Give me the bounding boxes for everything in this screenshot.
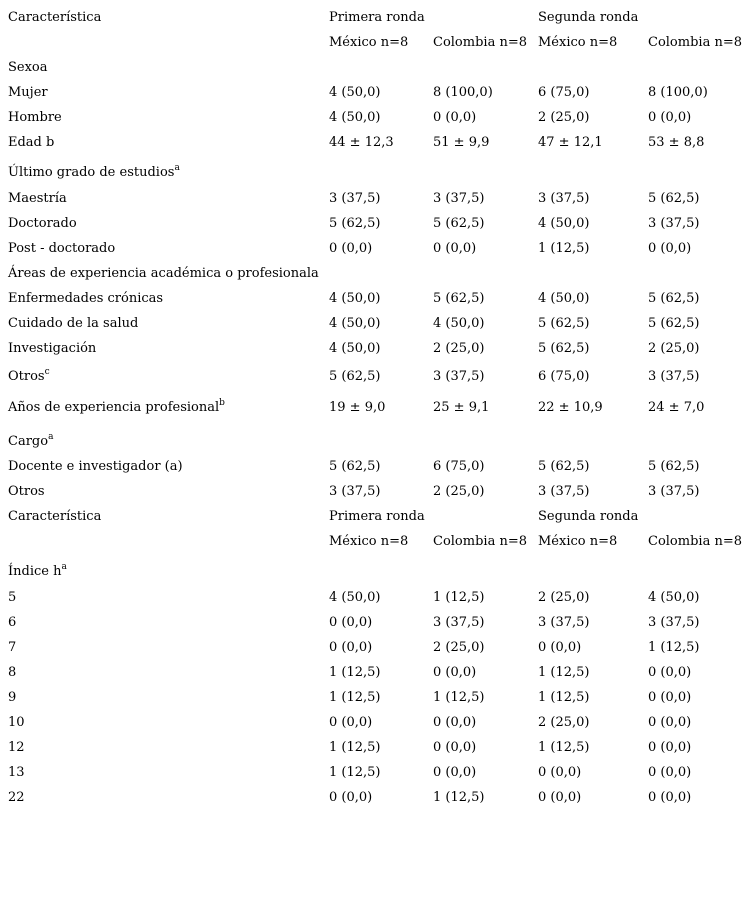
cell-colombia-r2: 0 (0,0) (648, 690, 692, 705)
row-label: 6 (8, 615, 17, 630)
cell-colombia-r2: 3 (37,5) (648, 484, 700, 499)
cell-mexico-r2: 4 (50,0) (538, 216, 590, 231)
table1-header-top (0, 9, 753, 34)
cell-colombia-r2: 0 (0,0) (648, 665, 692, 680)
cell-colombia-r2: 0 (0,0) (648, 790, 692, 805)
table-row-investigacion (0, 340, 753, 365)
table-row (0, 589, 753, 614)
row-label: Doctorado (8, 216, 77, 231)
row-label: Investigación (8, 341, 97, 356)
column-header-mexico-r2: México n=8 (538, 534, 618, 549)
row-label: Hombre (8, 110, 62, 125)
cell-mexico-r2: 4 (50,0) (538, 291, 590, 306)
cell-mexico-r1: 5 (62,5) (329, 459, 381, 474)
cell-colombia-r2: 24 ± 7,0 (648, 400, 705, 415)
cell-mexico-r1: 0 (0,0) (329, 241, 373, 256)
row-label: Maestría (8, 191, 67, 206)
cell-colombia-r2: 1 (12,5) (648, 640, 700, 655)
cell-colombia-r2: 0 (0,0) (648, 740, 692, 755)
cell-colombia-r2: 2 (25,0) (648, 341, 700, 356)
table-row-edad (0, 134, 753, 159)
cell-mexico-r1: 4 (50,0) (329, 291, 381, 306)
row-label: Áreas de experiencia académica o profesionala (8, 266, 319, 281)
table-row (0, 764, 753, 789)
table2-header-top (0, 508, 753, 533)
cell-mexico-r2: 0 (0,0) (538, 765, 582, 780)
section-sexo (0, 59, 753, 84)
row-label (8, 399, 225, 417)
cell-mexico-r1: 1 (12,5) (329, 690, 381, 705)
cell-colombia-r1: 5 (62,5) (433, 216, 485, 231)
cell-colombia-r1: 51 ± 9,9 (433, 135, 490, 150)
row-label: 7 (8, 640, 17, 655)
row-label: 9 (8, 690, 17, 705)
cell-colombia-r1: 0 (0,0) (433, 241, 477, 256)
cell-colombia-r2: 5 (62,5) (648, 459, 700, 474)
row-label-text: Último grado de estudios (8, 165, 175, 180)
table-row-otros-cargo (0, 483, 753, 508)
cell-mexico-r1: 0 (0,0) (329, 790, 373, 805)
column-header-colombia-r1: Colombia n=8 (433, 534, 527, 549)
cell-mexico-r2: 2 (25,0) (538, 110, 590, 125)
cell-mexico-r2: 1 (12,5) (538, 665, 590, 680)
cell-colombia-r2: 5 (62,5) (648, 316, 700, 331)
cell-mexico-r2: 1 (12,5) (538, 740, 590, 755)
section-cargo (0, 433, 753, 458)
cell-colombia-r1: 4 (50,0) (433, 316, 485, 331)
cell-mexico-r1: 5 (62,5) (329, 369, 381, 384)
cell-colombia-r2: 4 (50,0) (648, 590, 700, 605)
row-label-text: Años de experiencia profesional (8, 400, 220, 415)
footnote-marker: a (61, 562, 67, 572)
row-label: 13 (8, 765, 25, 780)
cell-colombia-r2: 0 (0,0) (648, 241, 692, 256)
cell-colombia-r1: 3 (37,5) (433, 615, 485, 630)
cell-mexico-r2: 1 (12,5) (538, 241, 590, 256)
cell-mexico-r2: 5 (62,5) (538, 316, 590, 331)
cell-mexico-r1: 3 (37,5) (329, 484, 381, 499)
row-label-text: Índice h (8, 564, 62, 579)
cell-mexico-r1: 5 (62,5) (329, 216, 381, 231)
column-header-caracteristica: Característica (8, 509, 102, 524)
cell-colombia-r2: 3 (37,5) (648, 615, 700, 630)
table-row (0, 689, 753, 714)
table1-header-sub (0, 34, 753, 59)
column-header-primera-ronda: Primera ronda (329, 509, 425, 524)
table-row (0, 789, 753, 814)
table-row-cronicas (0, 290, 753, 315)
cell-colombia-r1: 25 ± 9,1 (433, 400, 490, 415)
row-label: Mujer (8, 85, 48, 100)
cell-colombia-r1: 3 (37,5) (433, 191, 485, 206)
row-label: Otros (8, 484, 45, 499)
cell-mexico-r2: 6 (75,0) (538, 85, 590, 100)
row-label-text: Otros (8, 369, 45, 384)
cell-colombia-r2: 3 (37,5) (648, 216, 700, 231)
cell-mexico-r2: 2 (25,0) (538, 715, 590, 730)
cell-mexico-r2: 3 (37,5) (538, 191, 590, 206)
cell-mexico-r1: 0 (0,0) (329, 640, 373, 655)
table-row-cuidado (0, 315, 753, 340)
cell-colombia-r1: 0 (0,0) (433, 740, 477, 755)
row-label: Cuidado de la salud (8, 316, 139, 331)
table-row (0, 664, 753, 689)
cell-colombia-r1: 6 (75,0) (433, 459, 485, 474)
cell-colombia-r2: 0 (0,0) (648, 715, 692, 730)
cell-colombia-r2: 3 (37,5) (648, 369, 700, 384)
cell-mexico-r2: 6 (75,0) (538, 369, 590, 384)
column-header-mexico-r2: México n=8 (538, 35, 618, 50)
cell-mexico-r2: 3 (37,5) (538, 615, 590, 630)
cell-mexico-r1: 4 (50,0) (329, 110, 381, 125)
column-header-segunda-ronda: Segunda ronda (538, 10, 639, 25)
row-label: Enfermedades crónicas (8, 291, 164, 306)
cell-mexico-r2: 22 ± 10,9 (538, 400, 603, 415)
row-label: Sexoa (8, 60, 48, 75)
cell-mexico-r1: 1 (12,5) (329, 765, 381, 780)
table-row-otros-area (0, 368, 753, 393)
column-header-colombia-r1: Colombia n=8 (433, 35, 527, 50)
cell-mexico-r2: 1 (12,5) (538, 690, 590, 705)
cell-colombia-r1: 1 (12,5) (433, 590, 485, 605)
cell-colombia-r2: 5 (62,5) (648, 191, 700, 206)
row-label: 8 (8, 665, 17, 680)
cell-mexico-r1: 44 ± 12,3 (329, 135, 394, 150)
row-label (8, 368, 50, 386)
cell-mexico-r1: 4 (50,0) (329, 590, 381, 605)
cell-colombia-r1: 2 (25,0) (433, 640, 485, 655)
section-indice-h (0, 563, 753, 588)
table-row (0, 714, 753, 739)
cell-mexico-r1: 4 (50,0) (329, 85, 381, 100)
cell-mexico-r2: 0 (0,0) (538, 640, 582, 655)
cell-colombia-r1: 2 (25,0) (433, 484, 485, 499)
table2-header-sub (0, 533, 753, 558)
row-label: 10 (8, 715, 25, 730)
table-row-anos-experiencia (0, 399, 753, 424)
section-areas (0, 265, 753, 290)
row-label: 22 (8, 790, 25, 805)
cell-colombia-r1: 0 (0,0) (433, 715, 477, 730)
row-label: Post - doctorado (8, 241, 116, 256)
cell-colombia-r1: 2 (25,0) (433, 341, 485, 356)
cell-colombia-r1: 0 (0,0) (433, 765, 477, 780)
column-header-mexico-r1: México n=8 (329, 534, 409, 549)
row-label-text: Cargo (8, 434, 49, 449)
cell-mexico-r1: 1 (12,5) (329, 665, 381, 680)
row-label (8, 563, 67, 581)
cell-mexico-r1: 3 (37,5) (329, 191, 381, 206)
table-row-hombre (0, 109, 753, 134)
cell-colombia-r2: 53 ± 8,8 (648, 135, 705, 150)
row-label: 12 (8, 740, 25, 755)
footnote-marker: c (44, 367, 50, 377)
cell-mexico-r2: 5 (62,5) (538, 459, 590, 474)
footnote-marker: b (219, 398, 225, 408)
column-header-colombia-r2: Colombia n=8 (648, 534, 742, 549)
cell-colombia-r2: 5 (62,5) (648, 291, 700, 306)
cell-colombia-r1: 1 (12,5) (433, 690, 485, 705)
cell-mexico-r1: 4 (50,0) (329, 341, 381, 356)
column-header-primera-ronda: Primera ronda (329, 10, 425, 25)
table-row-postdoc (0, 240, 753, 265)
cell-mexico-r1: 19 ± 9,0 (329, 400, 386, 415)
table-row (0, 639, 753, 664)
cell-mexico-r1: 0 (0,0) (329, 715, 373, 730)
table-row-mujer (0, 84, 753, 109)
table-row-docente (0, 458, 753, 483)
row-label (8, 433, 53, 451)
table-row (0, 739, 753, 764)
column-header-mexico-r1: México n=8 (329, 35, 409, 50)
row-label (8, 164, 180, 182)
cell-mexico-r2: 5 (62,5) (538, 341, 590, 356)
cell-mexico-r2: 2 (25,0) (538, 590, 590, 605)
row-label: 5 (8, 590, 17, 605)
cell-mexico-r1: 0 (0,0) (329, 615, 373, 630)
section-grado (0, 164, 753, 189)
column-header-segunda-ronda: Segunda ronda (538, 509, 639, 524)
cell-mexico-r2: 3 (37,5) (538, 484, 590, 499)
table-row-doctorado (0, 215, 753, 240)
row-label: Edad b (8, 135, 55, 150)
cell-colombia-r1: 0 (0,0) (433, 110, 477, 125)
footnote-marker: a (174, 163, 180, 173)
cell-colombia-r2: 0 (0,0) (648, 765, 692, 780)
cell-colombia-r1: 1 (12,5) (433, 790, 485, 805)
table-row-maestria (0, 190, 753, 215)
row-label: Docente e investigador (a) (8, 459, 183, 474)
cell-colombia-r1: 3 (37,5) (433, 369, 485, 384)
cell-colombia-r2: 8 (100,0) (648, 85, 708, 100)
cell-colombia-r1: 5 (62,5) (433, 291, 485, 306)
column-header-caracteristica: Característica (8, 10, 102, 25)
cell-mexico-r1: 1 (12,5) (329, 740, 381, 755)
cell-mexico-r2: 0 (0,0) (538, 790, 582, 805)
footnote-marker: a (48, 432, 54, 442)
cell-mexico-r2: 47 ± 12,1 (538, 135, 603, 150)
cell-colombia-r2: 0 (0,0) (648, 110, 692, 125)
cell-colombia-r1: 0 (0,0) (433, 665, 477, 680)
cell-colombia-r1: 8 (100,0) (433, 85, 493, 100)
column-header-colombia-r2: Colombia n=8 (648, 35, 742, 50)
cell-mexico-r1: 4 (50,0) (329, 316, 381, 331)
table-row (0, 614, 753, 639)
